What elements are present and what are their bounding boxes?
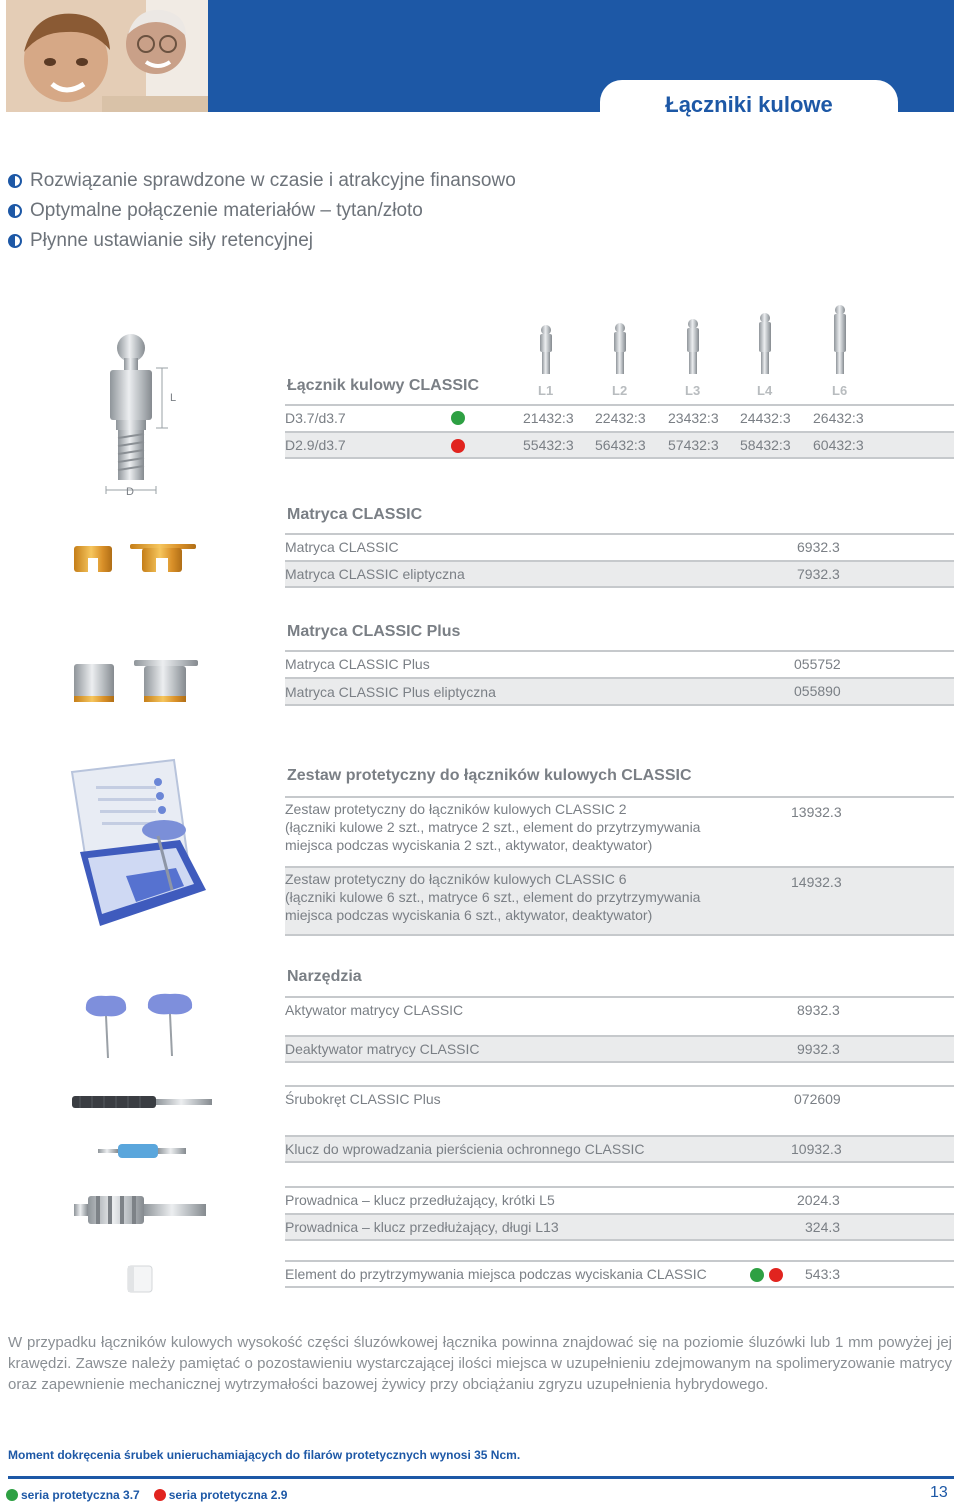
code-l1: 55432:3 [523,437,574,453]
row-label: Matryca CLASSIC [285,539,399,555]
footer-divider [8,1476,954,1479]
bullet-item [8,226,516,256]
extension-key-image [74,1192,208,1228]
page-number: 13 [930,1484,948,1501]
usage-note-paragraph: W przypadku łączników kulowych wysokość części śluzówkowej łącznika powinna znajdować się na poziomie śluzówki lub 1 mm powyżej jej krawędzi. Zawsze należy pamiętać o pozostawieniu wystarczającej ilości miejsca w uzupełnieniu zdejmowanym na spolimeryzowanie matrycy oraz zapewnienie mechanicznej wytrzymałości bazowej żywicy przy obciążaniu zgryzu uzupełnienia hybrydowego. [8,1334,952,1393]
product-code: 13932.3 [791,804,842,820]
code-l1: 21432:3 [523,410,574,426]
table-row [285,996,954,1022]
bullet-text: Rozwiązanie sprawdzone w czasie i atrakcyjne finansowo [30,170,516,191]
code-l3: 23432:3 [668,410,719,426]
header-photo [6,0,208,112]
abutment-l3-icon [683,318,703,376]
legend-red-dot-icon [154,1489,166,1501]
row-label: Aktywator matrycy CLASSIC [285,1002,464,1018]
page-title: Łączniki kulowe [665,92,833,117]
product-code: 14932.3 [791,874,842,890]
column-header-l6: L6 [832,383,848,398]
table-row [285,560,954,588]
matryca-plus-section-title: Matryca CLASSIC Plus [287,623,461,640]
legend-red-label: seria protetyczna 2.9 [168,1488,288,1502]
table-row [285,1085,954,1111]
table-row [285,677,954,706]
ring-insertion-key-image [98,1142,188,1160]
code-l4: 58432:3 [740,437,791,453]
kit-description-line: (łączniki kulowe 2 szt., matryce 2 szt., element do przytrzymywania [285,819,701,835]
abutment-l6-icon [830,304,850,376]
matrix-plus-image [70,658,202,704]
table-row [285,1260,954,1288]
table-row [285,1186,954,1212]
kit-description-line: Zestaw protetyczny do łączników kulowych CLASSIC 6 [285,871,627,887]
row-label: Prowadnica – klucz przedłużający, krótki L5 [285,1192,555,1208]
screwdriver-image [72,1094,214,1110]
product-code: 7932.3 [797,566,840,582]
matrix-gold-image [72,542,202,574]
product-code: 072609 [794,1091,841,1107]
product-code: 055752 [794,656,841,672]
row-label: Deaktywator matrycy CLASSIC [285,1041,480,1057]
torque-note: Moment dokręcenia śrubek unieruchamiających do filarów protetycznych wynosi 35 Ncm. [8,1448,521,1462]
bullet-icon [8,174,22,188]
kit-description-line: (łączniki kulowe 6 szt., matryce 6 szt., element do przytrzymywania [285,889,701,905]
product-code: 055890 [794,683,841,699]
row-label: D2.9/d3.7 [285,437,346,453]
column-header-l3: L3 [685,383,701,398]
table-row [285,796,954,864]
row-label: Prowadnica – klucz przedłużający, długi L13 [285,1219,559,1235]
row-label: D3.7/d3.7 [285,410,346,426]
narzedzia-section-title: Narzędzia [287,968,362,985]
family-photo-illustration [6,0,208,112]
abutment-l1-icon [536,324,556,376]
column-header-l1: L1 [538,383,554,398]
bullet-icon [8,234,22,248]
table-row [285,404,954,430]
row-label: Element do przytrzymywania miejsca podczas wyciskania CLASSIC [285,1266,707,1282]
bullet-item [8,166,516,196]
kit-description-line: miejsca podczas wyciskania 2 szt., aktywator, deaktywator) [285,837,653,853]
classic-section-title: Łącznik kulowy CLASSIC [287,377,480,394]
series-3-7-dot-icon [451,411,465,425]
code-l2: 22432:3 [595,410,646,426]
table-row [285,1135,954,1163]
product-code: 8932.3 [797,1002,840,1018]
activator-deactivator-image [80,992,200,1062]
column-header-l2: L2 [612,383,628,398]
code-l6: 60432:3 [813,437,864,453]
series-3-7-dot-icon [750,1268,764,1282]
abutment-l4-icon [755,312,775,376]
diagram-label-d: D [126,486,134,498]
product-code: 2024.3 [797,1192,840,1208]
product-code: 324.3 [805,1219,841,1235]
row-label: Matryca CLASSIC Plus eliptyczna [285,683,496,700]
legend-green-dot-icon [6,1489,18,1501]
zestaw-section-title: Zestaw protetyczny do łączników kulowych CLASSIC [287,767,692,784]
bullet-text: Optymalne połączenie materiałów – tytan/złoto [30,200,423,221]
abutment-l2-icon [610,322,630,376]
spacer-element-image [126,1264,154,1294]
diagram-label-l: L [170,392,177,404]
row-label: Klucz do wprowadzania pierścienia ochronnego CLASSIC [285,1141,645,1157]
code-l2: 56432:3 [595,437,646,453]
series-2-9-dot-icon [769,1268,783,1282]
bullet-text: Płynne ustawianie siły retencyjnej [30,230,314,251]
row-label: Matryca CLASSIC eliptyczna [285,566,465,582]
table-row [285,1035,954,1063]
table-row [285,533,954,559]
table-row [285,431,954,459]
code-l3: 57432:3 [668,437,719,453]
code-l6: 26432:3 [813,410,864,426]
matryca-section-title: Matryca CLASSIC [287,506,423,523]
bullet-icon [8,204,22,218]
ball-abutment-diagram [100,328,190,500]
row-label: Śrubokręt CLASSIC Plus [285,1091,441,1107]
kit-description-line: miejsca podczas wyciskania 6 szt., aktywator, deaktywator) [285,907,653,923]
row-label: Matryca CLASSIC Plus [285,656,430,672]
legend-green-label: seria protetyczna 3.7 [21,1488,140,1502]
table-row [285,650,954,676]
prosthetic-kit-box-image [66,756,210,932]
code-l4: 24432:3 [740,410,791,426]
kit-description-line: Zestaw protetyczny do łączników kulowych CLASSIC 2 [285,801,627,817]
product-code: 10932.3 [791,1141,842,1157]
series-2-9-dot-icon [451,439,465,453]
table-row [285,866,954,936]
column-header-l4: L4 [757,383,773,398]
feature-bullets [8,166,516,256]
footer-legend [6,1488,287,1502]
product-code: 543:3 [805,1266,841,1282]
product-code: 6932.3 [797,539,840,555]
bullet-item [8,196,516,226]
product-code: 9932.3 [797,1041,840,1057]
table-row [285,1213,954,1241]
